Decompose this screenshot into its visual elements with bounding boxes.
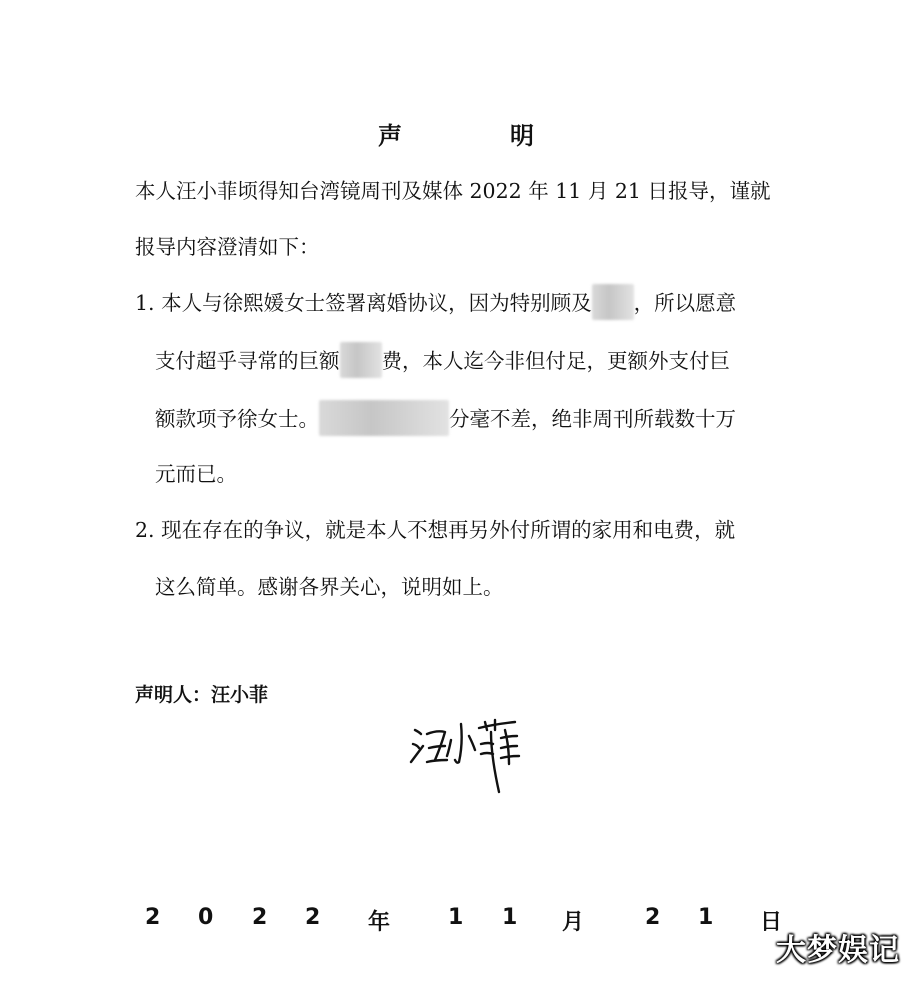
item1-line-1 [135,289,736,320]
watermark-text: 大梦娱记 [776,933,900,968]
date-month-digit: 1 [448,905,464,930]
signer-label: 声明人：汪小菲 [135,684,269,706]
date-year-digit: 2 [145,905,161,930]
redaction-blur [340,342,382,378]
date-year-digit: 2 [252,905,268,930]
item1-line-2-text-b: 费，本人迄今非但付足，更额外支付巨 [381,349,730,373]
item1-line-3 [155,405,736,436]
date-day-digit: 1 [698,905,714,930]
item2-line-1: 2. 现在存在的争议，就是本人不想再另外付所谓的家用和电费，就 [135,518,736,542]
date-day-digit: 2 [645,905,661,930]
item1-line-3-text-b: 分毫不差，绝非周刊所载数十万 [449,407,736,431]
date-month-unit: 月 [562,910,585,935]
redaction-blur [319,400,449,436]
item2-line-2: 这么简单。感谢各界关心，说明如上。 [155,575,504,599]
intro-line-2: 报导内容澄清如下： [135,235,320,259]
intro-line-1: 本人汪小菲顷得知台湾镜周刊及媒体 2022 年 11 月 21 日报导，谨就 [135,179,771,203]
item1-line-2 [155,347,730,378]
item1-line-4: 元而已。 [155,462,237,486]
date-month-digit: 1 [502,905,518,930]
item1-line-1-text-b: ，所以愿意 [633,291,737,315]
item1-line-3-text-a: 额款项予徐女士。 [155,407,319,431]
date-year-digit: 2 [305,905,321,930]
date-year-digit: 0 [198,905,214,930]
item1-line-2-text-a: 支付超乎寻常的巨额 [155,349,340,373]
handwritten-signature [405,700,535,800]
date-line [130,905,790,935]
redaction-blur [592,284,634,320]
document-title: 声 明 [378,122,576,150]
date-year-unit: 年 [368,910,391,935]
date-day-unit: 日 [760,910,783,935]
item1-line-1-text-a: 1. 本人与徐熙媛女士签署离婚协议，因为特别顾及 [135,291,592,315]
